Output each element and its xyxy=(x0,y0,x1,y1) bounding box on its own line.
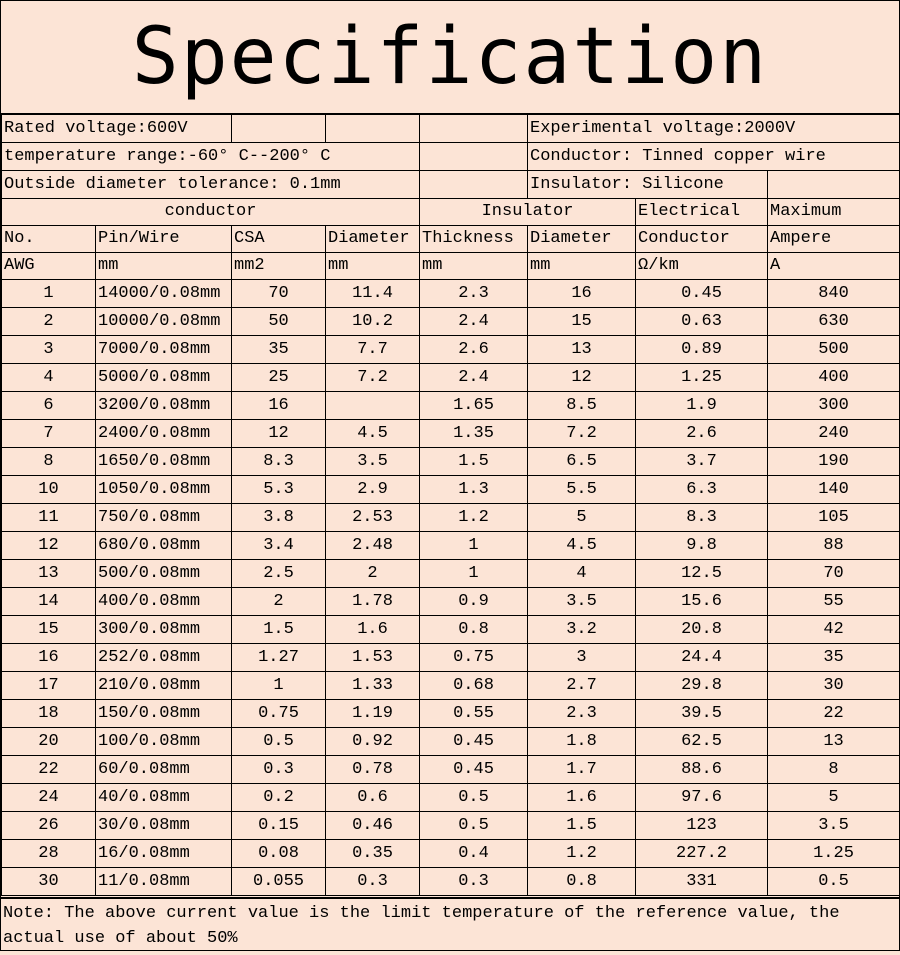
unit-cell: mm xyxy=(96,253,232,280)
table-cell: 140 xyxy=(768,476,900,504)
table-cell: 0.46 xyxy=(326,812,420,840)
table-cell: 2.48 xyxy=(326,532,420,560)
table-cell: 8.5 xyxy=(528,392,636,420)
group-insulator: Insulator xyxy=(420,199,636,226)
table-cell: 240 xyxy=(768,420,900,448)
table-cell: 0.8 xyxy=(528,868,636,896)
table-cell: 11.4 xyxy=(326,280,420,308)
awg-cell: 28 xyxy=(2,840,96,868)
table-cell xyxy=(326,392,420,420)
insulator-material: Insulator: Silicone xyxy=(528,171,768,199)
awg-cell: 12 xyxy=(2,532,96,560)
table-cell: 227.2 xyxy=(636,840,768,868)
table-cell: 680/0.08mm xyxy=(96,532,232,560)
table-cell: 1.2 xyxy=(528,840,636,868)
table-cell: 2.5 xyxy=(232,560,326,588)
header-cell: Diameter xyxy=(326,226,420,253)
table-cell: 2.7 xyxy=(528,672,636,700)
table-cell: 39.5 xyxy=(636,700,768,728)
table-cell: 1 xyxy=(420,560,528,588)
table-cell: 0.3 xyxy=(326,868,420,896)
table-cell: 2.6 xyxy=(420,336,528,364)
table-cell: 1.33 xyxy=(326,672,420,700)
rated-voltage: Rated voltage:600V xyxy=(2,115,232,143)
table-row xyxy=(2,392,900,420)
table-cell: 0.3 xyxy=(420,868,528,896)
table-cell: 5000/0.08mm xyxy=(96,364,232,392)
awg-cell: 13 xyxy=(2,560,96,588)
unit-cell: AWG xyxy=(2,253,96,280)
spec-table xyxy=(1,114,900,896)
table-cell: 42 xyxy=(768,616,900,644)
table-cell: 100/0.08mm xyxy=(96,728,232,756)
table-cell: 3.5 xyxy=(768,812,900,840)
table-cell: 3 xyxy=(528,644,636,672)
table-cell: 25 xyxy=(232,364,326,392)
table-row xyxy=(2,308,900,336)
table-cell: 97.6 xyxy=(636,784,768,812)
awg-cell: 6 xyxy=(2,392,96,420)
table-cell: 123 xyxy=(636,812,768,840)
table-cell: 88.6 xyxy=(636,756,768,784)
table-cell: 7.2 xyxy=(326,364,420,392)
awg-cell: 2 xyxy=(2,308,96,336)
table-cell: 2.9 xyxy=(326,476,420,504)
table-cell: 6.5 xyxy=(528,448,636,476)
table-cell: 1.27 xyxy=(232,644,326,672)
table-cell: 4 xyxy=(528,560,636,588)
table-row xyxy=(2,532,900,560)
table-cell: 1 xyxy=(420,532,528,560)
table-row xyxy=(2,588,900,616)
table-cell: 0.5 xyxy=(420,812,528,840)
table-cell: 1.3 xyxy=(420,476,528,504)
table-cell: 16 xyxy=(528,280,636,308)
table-cell: 150/0.08mm xyxy=(96,700,232,728)
table-cell: 3.7 xyxy=(636,448,768,476)
awg-cell: 30 xyxy=(2,868,96,896)
table-cell: 15 xyxy=(528,308,636,336)
awg-cell: 22 xyxy=(2,756,96,784)
table-cell: 50 xyxy=(232,308,326,336)
table-cell: 0.5 xyxy=(768,868,900,896)
table-cell: 3200/0.08mm xyxy=(96,392,232,420)
table-cell: 40/0.08mm xyxy=(96,784,232,812)
table-cell: 2.3 xyxy=(420,280,528,308)
header-cell: Conductor xyxy=(636,226,768,253)
table-cell: 11/0.08mm xyxy=(96,868,232,896)
table-row xyxy=(2,784,900,812)
awg-cell: 11 xyxy=(2,504,96,532)
table-cell: 1.6 xyxy=(326,616,420,644)
table-cell: 252/0.08mm xyxy=(96,644,232,672)
table-cell: 0.055 xyxy=(232,868,326,896)
table-cell: 0.55 xyxy=(420,700,528,728)
header-cell: Ampere xyxy=(768,226,900,253)
table-cell: 0.15 xyxy=(232,812,326,840)
table-row xyxy=(2,812,900,840)
awg-cell: 24 xyxy=(2,784,96,812)
awg-cell: 26 xyxy=(2,812,96,840)
od-tolerance: Outside diameter tolerance: 0.1mm xyxy=(2,171,420,199)
info-row-2 xyxy=(2,143,900,171)
table-cell: 0.63 xyxy=(636,308,768,336)
table-cell: 1.53 xyxy=(326,644,420,672)
table-cell: 1650/0.08mm xyxy=(96,448,232,476)
group-maximum: Maximum xyxy=(768,199,900,226)
table-cell: 0.45 xyxy=(420,728,528,756)
table-cell: 1.8 xyxy=(528,728,636,756)
table-cell: 2.53 xyxy=(326,504,420,532)
table-cell: 1.5 xyxy=(528,812,636,840)
table-cell: 0.92 xyxy=(326,728,420,756)
table-cell: 10000/0.08mm xyxy=(96,308,232,336)
table-cell: 3.4 xyxy=(232,532,326,560)
table-cell: 29.8 xyxy=(636,672,768,700)
table-cell: 16 xyxy=(232,392,326,420)
awg-cell: 7 xyxy=(2,420,96,448)
table-cell: 1.9 xyxy=(636,392,768,420)
table-cell: 22 xyxy=(768,700,900,728)
table-row xyxy=(2,644,900,672)
table-cell: 2.4 xyxy=(420,364,528,392)
awg-cell: 10 xyxy=(2,476,96,504)
table-cell: 1.78 xyxy=(326,588,420,616)
info-row-1 xyxy=(2,115,900,143)
table-cell: 1.35 xyxy=(420,420,528,448)
table-cell: 3.5 xyxy=(326,448,420,476)
info-row-3 xyxy=(2,171,900,199)
group-electrical: Electrical xyxy=(636,199,768,226)
awg-cell: 3 xyxy=(2,336,96,364)
experimental-voltage: Experimental voltage:2000V xyxy=(528,115,900,143)
table-cell: 105 xyxy=(768,504,900,532)
table-cell: 4.5 xyxy=(528,532,636,560)
table-row xyxy=(2,700,900,728)
awg-cell: 18 xyxy=(2,700,96,728)
table-cell: 12 xyxy=(528,364,636,392)
table-cell: 8.3 xyxy=(636,504,768,532)
table-cell: 0.6 xyxy=(326,784,420,812)
table-cell: 840 xyxy=(768,280,900,308)
unit-cell: mm xyxy=(420,253,528,280)
table-cell: 0.9 xyxy=(420,588,528,616)
table-cell: 1.2 xyxy=(420,504,528,532)
table-cell: 0.5 xyxy=(232,728,326,756)
table-cell: 300/0.08mm xyxy=(96,616,232,644)
temperature-range: temperature range:-60° C--200° C xyxy=(2,143,420,171)
table-cell: 24.4 xyxy=(636,644,768,672)
table-cell: 1050/0.08mm xyxy=(96,476,232,504)
table-cell: 0.45 xyxy=(420,756,528,784)
table-cell: 8.3 xyxy=(232,448,326,476)
awg-cell: 20 xyxy=(2,728,96,756)
unit-cell: mm2 xyxy=(232,253,326,280)
table-cell: 190 xyxy=(768,448,900,476)
table-row xyxy=(2,364,900,392)
table-cell: 5 xyxy=(768,784,900,812)
table-cell: 35 xyxy=(232,336,326,364)
table-cell: 14000/0.08mm xyxy=(96,280,232,308)
table-cell: 3.8 xyxy=(232,504,326,532)
table-cell: 400/0.08mm xyxy=(96,588,232,616)
unit-cell: Ω/km xyxy=(636,253,768,280)
table-cell: 0.8 xyxy=(420,616,528,644)
awg-cell: 8 xyxy=(2,448,96,476)
table-cell: 30/0.08mm xyxy=(96,812,232,840)
column-header-row xyxy=(2,226,900,253)
table-cell: 4.5 xyxy=(326,420,420,448)
table-cell: 70 xyxy=(232,280,326,308)
table-cell: 0.5 xyxy=(420,784,528,812)
table-cell: 2.3 xyxy=(528,700,636,728)
table-cell: 0.68 xyxy=(420,672,528,700)
table-cell: 0.3 xyxy=(232,756,326,784)
awg-cell: 17 xyxy=(2,672,96,700)
table-row xyxy=(2,280,900,308)
table-row xyxy=(2,420,900,448)
awg-cell: 1 xyxy=(2,280,96,308)
table-cell: 1.7 xyxy=(528,756,636,784)
table-cell: 750/0.08mm xyxy=(96,504,232,532)
table-cell: 0.08 xyxy=(232,840,326,868)
table-cell: 5.5 xyxy=(528,476,636,504)
table-row xyxy=(2,476,900,504)
table-row xyxy=(2,504,900,532)
table-cell: 88 xyxy=(768,532,900,560)
table-cell: 12 xyxy=(232,420,326,448)
table-cell: 12.5 xyxy=(636,560,768,588)
table-cell: 10.2 xyxy=(326,308,420,336)
table-cell: 400 xyxy=(768,364,900,392)
header-cell: No. xyxy=(2,226,96,253)
table-cell: 35 xyxy=(768,644,900,672)
table-cell: 13 xyxy=(528,336,636,364)
table-cell: 9.8 xyxy=(636,532,768,560)
table-cell: 1.5 xyxy=(420,448,528,476)
table-cell: 210/0.08mm xyxy=(96,672,232,700)
table-cell: 13 xyxy=(768,728,900,756)
header-cell: Pin/Wire xyxy=(96,226,232,253)
table-cell: 7000/0.08mm xyxy=(96,336,232,364)
awg-cell: 16 xyxy=(2,644,96,672)
table-cell: 16/0.08mm xyxy=(96,840,232,868)
table-cell: 1.19 xyxy=(326,700,420,728)
table-row xyxy=(2,616,900,644)
table-cell: 0.78 xyxy=(326,756,420,784)
conductor-material: Conductor: Tinned copper wire xyxy=(528,143,900,171)
header-cell: CSA xyxy=(232,226,326,253)
table-cell: 7.7 xyxy=(326,336,420,364)
table-cell: 0.75 xyxy=(232,700,326,728)
table-cell: 62.5 xyxy=(636,728,768,756)
group-conductor: conductor xyxy=(2,199,420,226)
table-cell: 1.6 xyxy=(528,784,636,812)
table-row xyxy=(2,728,900,756)
table-row xyxy=(2,672,900,700)
awg-cell: 4 xyxy=(2,364,96,392)
table-cell: 2400/0.08mm xyxy=(96,420,232,448)
unit-cell: mm xyxy=(326,253,420,280)
table-row xyxy=(2,560,900,588)
units-row xyxy=(2,253,900,280)
table-cell: 1.25 xyxy=(768,840,900,868)
table-cell: 2 xyxy=(326,560,420,588)
unit-cell: mm xyxy=(528,253,636,280)
table-cell: 15.6 xyxy=(636,588,768,616)
awg-cell: 15 xyxy=(2,616,96,644)
table-cell: 55 xyxy=(768,588,900,616)
table-cell: 5.3 xyxy=(232,476,326,504)
table-cell: 6.3 xyxy=(636,476,768,504)
table-cell: 0.35 xyxy=(326,840,420,868)
table-cell: 3.5 xyxy=(528,588,636,616)
table-cell: 331 xyxy=(636,868,768,896)
awg-cell: 14 xyxy=(2,588,96,616)
table-cell: 2.4 xyxy=(420,308,528,336)
table-cell: 2 xyxy=(232,588,326,616)
table-cell: 630 xyxy=(768,308,900,336)
table-cell: 1.25 xyxy=(636,364,768,392)
table-cell: 1.5 xyxy=(232,616,326,644)
table-cell: 500/0.08mm xyxy=(96,560,232,588)
table-cell: 0.2 xyxy=(232,784,326,812)
table-row xyxy=(2,840,900,868)
table-cell: 1 xyxy=(232,672,326,700)
unit-cell: A xyxy=(768,253,900,280)
header-cell: Diameter xyxy=(528,226,636,253)
table-cell: 0.45 xyxy=(636,280,768,308)
table-cell: 300 xyxy=(768,392,900,420)
table-cell: 0.4 xyxy=(420,840,528,868)
table-cell: 30 xyxy=(768,672,900,700)
table-cell: 0.89 xyxy=(636,336,768,364)
table-cell: 500 xyxy=(768,336,900,364)
table-row xyxy=(2,756,900,784)
table-cell: 60/0.08mm xyxy=(96,756,232,784)
table-cell: 70 xyxy=(768,560,900,588)
group-header-row xyxy=(2,199,900,226)
table-cell: 2.6 xyxy=(636,420,768,448)
table-cell: 1.65 xyxy=(420,392,528,420)
table-row xyxy=(2,336,900,364)
table-row xyxy=(2,448,900,476)
table-cell: 7.2 xyxy=(528,420,636,448)
header-cell: Thickness xyxy=(420,226,528,253)
table-cell: 20.8 xyxy=(636,616,768,644)
footnote: Note: The above current value is the limit temperature of the reference value, the actual use of about 50% xyxy=(1,897,899,955)
table-cell: 5 xyxy=(528,504,636,532)
page-title: Specification xyxy=(1,1,899,115)
table-cell: 8 xyxy=(768,756,900,784)
table-cell: 3.2 xyxy=(528,616,636,644)
table-cell: 0.75 xyxy=(420,644,528,672)
table-row xyxy=(2,868,900,896)
